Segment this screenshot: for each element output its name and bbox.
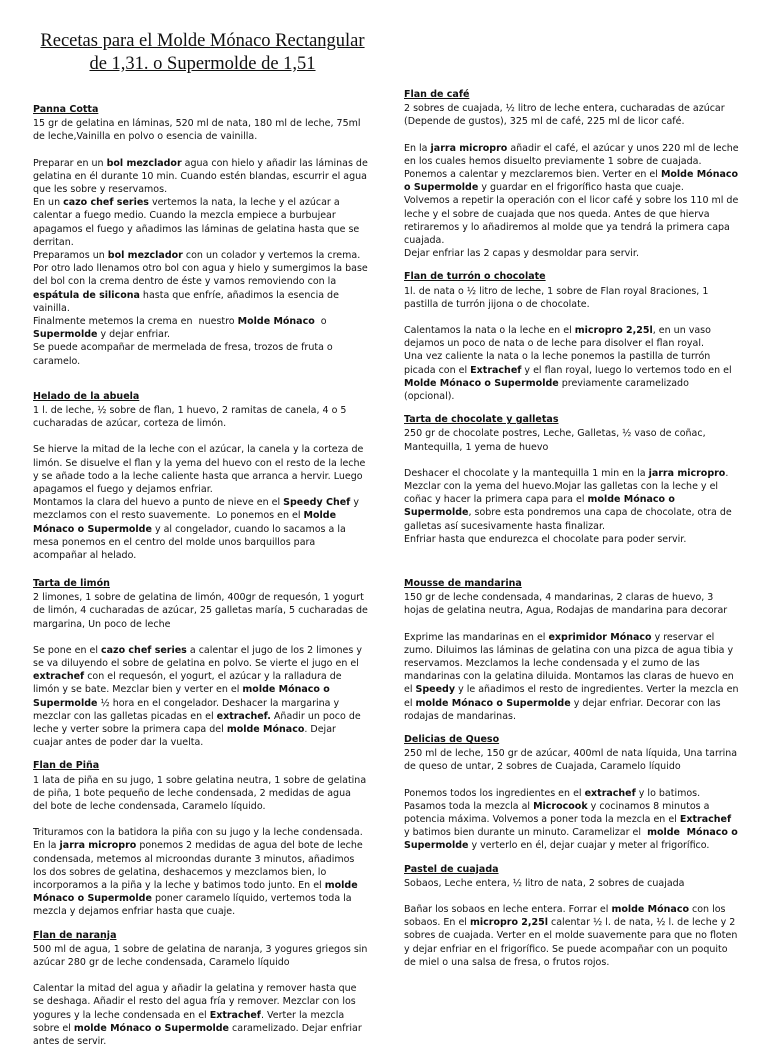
recipe-ingredients: 1 lata de piña en su jugo, 1 sobre gelatina neutra, 1 sobre de gelatina de piña, 1 bote pequeño de leche condensada, 2 medidas de agua del bote de leche condensada, Caramelo líquido. <box>33 774 367 813</box>
column-left-top <box>33 103 368 572</box>
recipe-title: Tarta de limón <box>33 578 110 589</box>
recipe-title: Pastel de cuajada <box>404 863 499 875</box>
recipe-preparation: Trituramos con la batidora la piña con su jugo y la leche condensada. En la jarra micropro ponemos 2 medidas de agua del bote de leche condensada, metemos al microondas durante 3 minutos, añadimos los dos sobres de gelatina, deshacemos y mezclamos bien, lo incorporamos a la piña y la leche y batimos todo junto. En el molde Mónaco o Supermolde poner caramelo líquido, vertemos toda la mezcla y dejamos enfriar hasta que cuaje. <box>33 827 363 918</box>
recipe-preparation: Bañar los sobaos en leche entera. Forrar el molde Mónaco con los sobaos. En el micropro 2,25l calentar ½ l. de nata, ½ l. de leche y 2 sobres de cuajada. Verter en el molde suavemente para que no floten y dejar enfriar en el frigorífico. Se puede acompañar con un poquito de miel o una salsa de fresa, o frutos rojos. <box>404 904 738 968</box>
recipe-flan-naranja <box>33 929 368 1049</box>
recipe-preparation: Deshacer el chocolate y la mantequilla 1 min en la jarra micropro. Mezclar con la yema del huevo.Mojar las galletas con la leche y el coñac y hacer la primera capa para el molde Mónaco o Supermolde, sobre esta pondremos una capa de chocolate, otra de galletas así sucesivamente hasta finalizar. Enfriar hasta que endurezca el chocolate para poder servir. <box>404 467 732 545</box>
recipe-title: Tarta de chocolate y galletas <box>404 414 559 426</box>
recipe-preparation: En la jarra micropro añadir el café, el azúcar y unos 220 ml de leche en los cuales hemos disuelto previamente 1 sobre de cuajada. Ponemos a calentar y mezclaremos bien. Verter en el Molde Mónaco o Supermolde y guardar en el frigorífico hasta que cuaje. Volvemos a repetir la operación con el licor café y sobre los 110 ml de leche y el sobre de cuajada que nos queda. Antes de que hierva retiraremos y lo añadiremos al molde que ya tendrá la primera capa cuajada. Dejar enfriar las 2 capas y desmoldar para servir. <box>404 142 739 260</box>
recipe-flan-turron <box>404 270 739 403</box>
recipe-tarta-limon <box>33 577 368 749</box>
recipe-panna-cotta <box>33 103 368 368</box>
column-right-top <box>404 88 739 556</box>
recipe-ingredients: 150 gr de leche condensada, 4 mandarinas, 2 claras de huevo, 3 hojas de gelatina neutra, Agua, Rodajas de mandarina para decorar <box>404 592 728 617</box>
recipe-ingredients: 1l. de nata o ½ litro de leche, 1 sobre de Flan royal 8raciones, 1 pastilla de turrón jijona o de chocolate. <box>404 285 709 310</box>
column-right-bottom <box>404 577 739 979</box>
recipe-title: Flan de turrón o chocolate <box>404 271 546 283</box>
recipe-flan-pina <box>33 759 368 918</box>
title-line-1: Recetas para el Molde Mónaco Rectangular <box>40 31 365 51</box>
recipe-preparation: Se pone en el cazo chef series a calentar el jugo de los 2 limones y se va diluyendo el sobre de gelatina en polvo. Se vierte el jugo en el extrachef con el requesón, el yogurt, el azúcar y la ralladura de limón y se bate. Mezclar bien y verter en el molde Mónaco o Supermolde ½ hora en el congelador. Deshacer la margarina y mezclar con las galletas picadas en el extrachef. Añadir un poco de leche y verter sobre la primera capa del molde Mónaco. Dejar cuajar antes de poder dar la vuelta. <box>33 644 362 749</box>
recipe-title: Panna Cotta <box>33 104 99 115</box>
recipe-ingredients: 2 sobres de cuajada, ½ litro de leche entera, cucharadas de azúcar (Depende de gustos), 325 ml de café, 225 ml de licor café. <box>404 103 725 128</box>
recipe-preparation: Preparar en un bol mezclador agua con hielo y añadir las láminas de gelatina en él durante 10 min. Cuando estén blandas, escurrir el agua que les sobre y reservamos. En un cazo chef series vertemos la nata, la leche y el azúcar a calentar a fuego medio. Cuando la mezcla empiece a burbujear apagamos el fuego y añadimos las láminas de gelatina hasta que se derritan. Preparamos un bol mezclador con un colador y vertemos la crema. Por otro lado llenamos otro bol con agua y hielo y sumergimos la base del bol con la crema dentro de éste y vamos removiendo con la espátula de silicona hasta que enfríe, añadimos la esencia de vainilla. Finalmente metemos la crema en nuestro Molde Mónaco o Supermolde y dejar enfriar. Se puede acompañar de mermelada de fresa, trozos de fruta o caramelo. <box>33 157 368 367</box>
recipe-helado-abuela <box>33 390 368 562</box>
recipe-preparation: Calentar la mitad del agua y añadir la gelatina y remover hasta que se deshaga. Añadir el resto del agua fría y remover. Mezclar con los yogures y la leche condensada en el Extrachef. Verter la mezcla sobre el molde Mónaco o Supermolde caramelizado. Dejar enfriar antes de servir. <box>33 983 362 1048</box>
recipe-preparation: Ponemos todos los ingredientes en el extrachef y lo batimos. Pasamos toda la mezcla al Microcook y cocinamos 8 minutos a potencia máxima. Volvemos a poner toda la mezcla en el Extrachef y batimos bien durante un minuto. Caramelizar el molde Mónaco o Supermolde y verterlo en él, dejar cuajar y meter al frigorífico. <box>404 787 738 852</box>
recipe-title: Flan de Piña <box>33 760 100 772</box>
recipe-ingredients: 250 gr de chocolate postres, Leche, Galletas, ½ vaso de coñac, Mantequilla, 1 yema de huevo <box>404 428 706 453</box>
recipe-delicias-queso <box>404 733 739 853</box>
recipe-title: Flan de café <box>404 89 470 100</box>
recipe-ingredients: 500 ml de agua, 1 sobre de gelatina de naranja, 3 yogures griegos sin azúcar 280 gr de leche condensada, Caramelo líquido <box>33 943 368 969</box>
recipe-ingredients: 250 ml de leche, 150 gr de azúcar, 400ml de nata líquida, Una tarrina de queso de untar, 2 sobres de Cuajada, Caramelo líquido <box>404 748 738 773</box>
recipe-preparation: Se hierve la mitad de la leche con el azúcar, la canela y la corteza de limón. Se disuelve el flan y la yema del huevo con el resto de la leche y se añade todo a la leche caliente hasta que arranca a hervir. Luego apagamos el fuego y dejamos enfriar. Montamos la clara del huevo a punto de nieve en el Speedy Chef y mezclamos con el resto suavemente. Lo ponemos en el Molde Mónaco o Supermolde y al congelador, cuando lo sacamos a la mesa ponemos en el centro del molde unos barquillos para acompañar al helado. <box>33 444 366 562</box>
recipe-mousse-mandarina <box>404 577 739 723</box>
recipe-title: Delicias de Queso <box>404 734 500 746</box>
recipe-pastel-cuajada <box>404 863 739 969</box>
recipe-preparation: Calentamos la nata o la leche en el micropro 2,25l, en un vaso dejamos un poco de nata o de leche para disolver el flan royal. Una vez caliente la nata o la leche ponemos la pastilla de turrón picada con el Extrachef y el flan royal, luego lo vertemos todo en el Molde Mónaco o Supermolde previamente caramelizado (opcional). <box>404 325 732 403</box>
document-title <box>0 30 405 76</box>
recipe-flan-cafe <box>404 88 739 260</box>
title-line-2: de 1,31. o Supermolde de 1,51 <box>89 54 316 74</box>
column-left-bottom <box>33 577 368 1058</box>
recipe-title: Helado de la abuela <box>33 390 140 402</box>
recipe-tarta-chocolate <box>404 413 739 546</box>
recipe-preparation: Exprime las mandarinas en el exprimidor Mónaco y reservar el zumo. Diluimos las láminas de gelatina con una pizca de agua tibia y reservamos. Mezclamos la leche condensada y el zumo de las mandarinas con la gelatina diluida. Montamos las claras de huevo en el Speedy y le añadimos el resto de ingredientes. Verter la mezcla en el molde Mónaco o Supermolde y dejar enfriar. Decorar con las rodajas de mandarinas. <box>404 631 739 722</box>
recipe-ingredients: 2 limones, 1 sobre de gelatina de limón, 400gr de requesón, 1 yogurt de limón, 4 cucharadas de azúcar, 25 galletas maría, 5 cucharadas de margarina, Un poco de leche <box>33 592 368 630</box>
recipe-ingredients: 15 gr de gelatina en láminas, 520 ml de nata, 180 ml de leche, 75ml de leche,Vainilla en polvo o esencia de vainilla. <box>33 118 361 143</box>
recipe-ingredients: 1 l. de leche, ½ sobre de flan, 1 huevo, 2 ramitas de canela, 4 o 5 cucharadas de azúcar, corteza de limón. <box>33 405 347 430</box>
recipe-title: Mousse de mandarina <box>404 578 522 589</box>
recipe-ingredients: Sobaos, Leche entera, ½ litro de nata, 2 sobres de cuajada <box>404 877 685 889</box>
recipe-title: Flan de naranja <box>33 929 117 941</box>
